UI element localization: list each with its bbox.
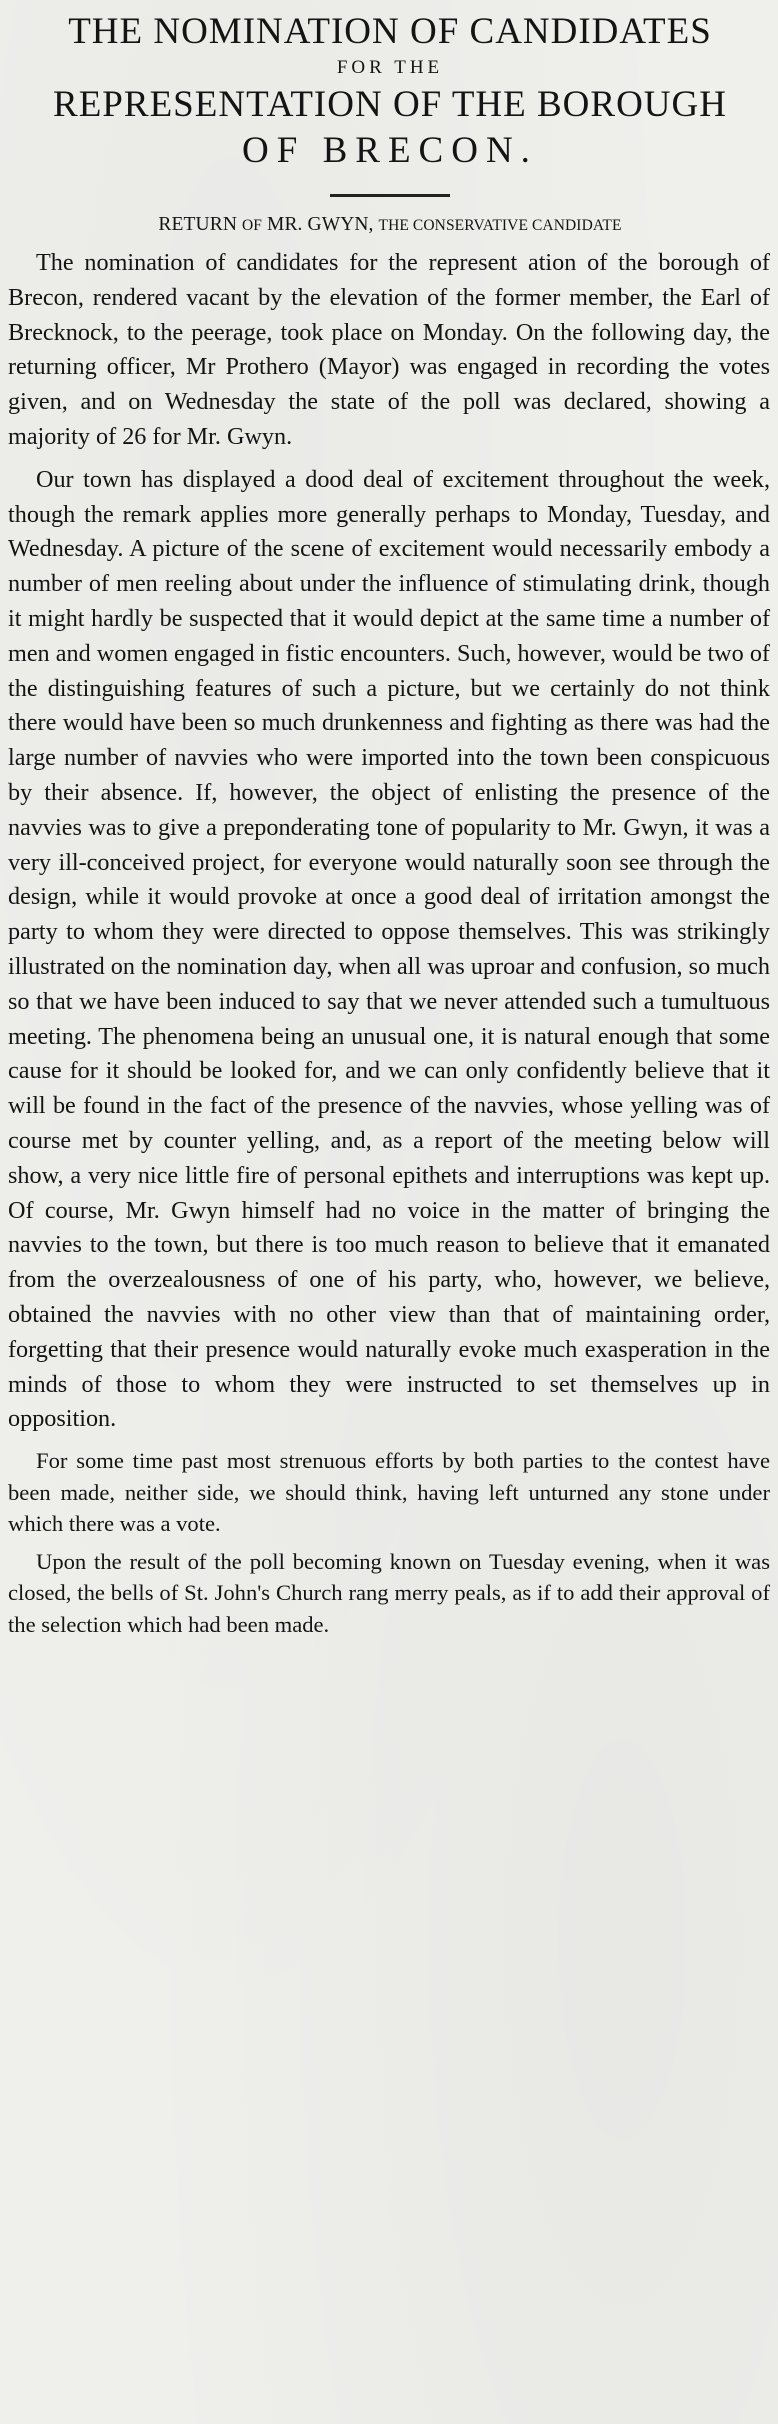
subheading-conservative: THE CONSERVATIVE CANDIDATE <box>378 217 622 234</box>
article-body <box>6 246 774 1640</box>
paragraph-4: Upon the result of the poll becoming known on Tuesday evening, when it was closed, the bells of St. John's Church rang merry peals, as if to add their approval of the selection which had been made. <box>8 1548 770 1637</box>
subheading <box>6 211 774 240</box>
subheading-of: OF <box>242 217 263 234</box>
paragraph-3: For some time past most strenuous efforts by both parties to the contest have been made, neither side, we should think, having left unturned any stone under which there was a vote. <box>8 1448 770 1537</box>
headline-line-4: OF BRECON. <box>242 130 538 171</box>
headline-line-3: REPRESENTATION OF THE BOROUGH <box>53 84 727 125</box>
paragraph-2: Our town has displayed a dood deal of excitement throughout the week, though the remark applies more generally perhaps to Monday, Tuesday, and Wednesday. A picture of the scene of excitement would necessarily embody a number of men reeling about under the influence of stimulating drink, though it might hardly be suspected that it would depict at the same time a number of men and women engaged in fistic encounters. Such, however, would be two of the distinguishing features of such a picture, but we certainly do not think there would have been so much drunkenness and fighting as there was had the large number of navvies who were imported into the town been conspicuous by their absence. If, however, the object of enlisting the presence of the navvies was to give a preponderating tone of popularity to Mr. Gwyn, it was a very ill-conceived project, for everyone would naturally soon see through the design, while it would provoke at once a good deal of irritation amongst the party to whom they were directed to oppose themselves. This was strikingly illustrated on the nomination day, when all was uproar and confusion, so much so that we have been induced to say that we never attended such a tumultuous meeting. The phenomena being an unusual one, it is natural enough that some cause for it should be looked for, and we can only confidently believe that it will be found in the fact of the presence of the navvies, whose yelling was of course met by counter yelling, and, as a report of the meeting below will show, a very nice little fire of personal epithets and interruptions was kept up. Of course, Mr. Gwyn himself had no voice in the matter of bringing the navvies to the town, but there is too much reason to believe that it emanated from the overzealousness of one of his party, who, however, we believe, obtained the navvies with no other view than that of maintaining order, forgetting that their presence would naturally evoke much exasperation in the minds of those to whom they were instructed to set themselves up in opposition. <box>8 465 770 1433</box>
headline-line-2: FOR THE <box>336 57 444 78</box>
paragraph-1: The nomination of candidates for the represent ation of the borough of Brecon, rendered vacant by the elevation of the former member, the Earl of Brecknock, to the peerage, took place on Monday. On the following day, the returning officer, Mr Prothero (Mayor) was engaged in recording the votes given, and on Wednesday the state of the poll was declared, showing a majority of 26 for Mr. Gwyn. <box>8 249 770 450</box>
headline-divider <box>330 194 450 197</box>
subheading-return: RETURN <box>158 214 238 235</box>
headline-line-1: THE NOMINATION OF CANDIDATES <box>68 11 712 52</box>
subheading-mr-gwyn: MR. GWYN, <box>267 214 374 235</box>
